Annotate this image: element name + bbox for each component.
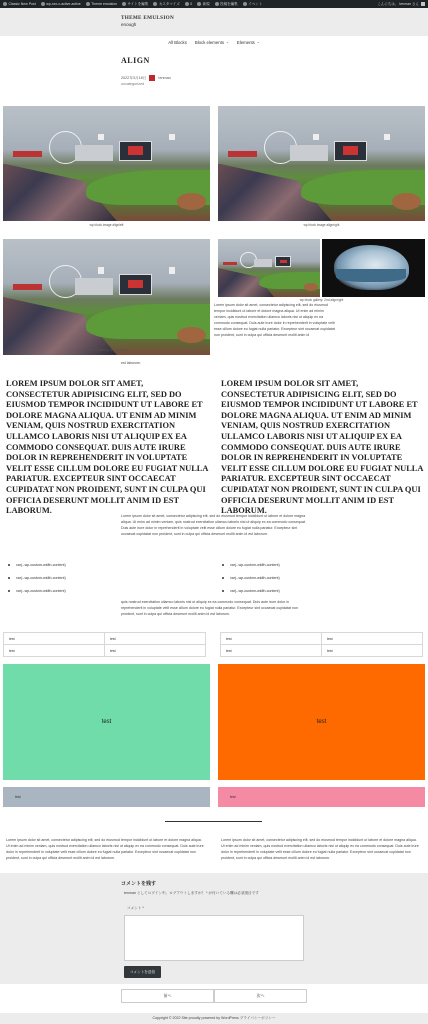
comment-title: コメントを残す <box>121 881 157 887</box>
admin-bar <box>0 0 428 8</box>
paragraph: Lorem ipsum dolor sit amet, consectetur adipiscing elit, sed do eiusmod tempor incididunt ut labore et dolore magna aliqua. Ut enim ad minim veniam, quis nostrud exercitation ullamco laboris nisi ut aliquip ex ea commodo consequat. Duis aute irure dolor in reprehenderit in voluptate velit esse cillum dolore eu fugiat nulla pariatur. Excepteur sint occaecat cupidatat non proident, sunt in culpa qui officia deserunt mollit anim id <box>214 303 335 337</box>
admin-bar-item[interactable] <box>122 2 148 7</box>
next-post-link[interactable]: 次へ <box>214 989 307 1003</box>
image-caption: wp block image alignleft <box>89 223 124 227</box>
paragraph: Lorem ipsum dolor sit amet, consectetur adipiscing elit, sed do eiusmod tempor incididunt ut labore et dolore magna aliqua. Ut enim ad minim veniam, quis nostrud exercitation ullamco laboris nisi ut aliquip ex ea commodo consequat. Duis aute irure dolor in reprehenderit in voluptate velit esse cillum dolore eu fugiat nulla pariatur. Excepteur sint occaecat cupidatat non proident, sunt in culpa qui officia deserunt mollit anim id est laborum. <box>6 838 204 860</box>
chevron-down-icon: ⌄ <box>256 40 260 44</box>
gallery-image-left <box>3 239 210 355</box>
comment-label: コメント * <box>127 906 144 910</box>
paragraph: Lorem ipsum dolor sit amet, consectetur adipiscing elit, sed do eiusmod tempor incididunt ut labore et dolore magna aliqua. Ut enim ad minim veniam, quis nostrud exercitation ullamco laboris nisi ut aliquip ex ea commodo consequat. Duis aute irure dolor in reprehenderit in voluptate velit esse cillum dolore eu fugiat nulla pariatur. Excepteur sint occaecat cupidatat non proident, sunt in culpa qui officia deserunt mollit anim id est laborum. <box>121 514 306 536</box>
comments-icon <box>185 2 189 6</box>
admin-bar-item[interactable] <box>86 2 117 6</box>
table-cell: test <box>322 633 423 645</box>
admin-bar-item[interactable] <box>243 2 263 7</box>
list-left <box>8 558 198 597</box>
table-row <box>221 645 423 657</box>
avatar <box>149 75 155 81</box>
admin-bar-greeting: こんにちは、 tenman さん <box>377 1 419 6</box>
list-item: var(--wp-custom-width-content) <box>222 558 412 571</box>
paragraph: Lorem ipsum dolor sit amet, consectetur adipiscing elit, sed do eiusmod tempor incididunt ut labore et dolore magna aliqua. Ut enim ad minim veniam, quis nostrud exercitation ullamco laboris nisi ut aliquip ex ea commodo consequat. Duis aute irure dolor in reprehenderit in voluptate velit esse cillum dolore eu fugiat nulla pariatur. Excepteur sint occaecat cupidatat non proident, sunt in culpa qui officia deserunt mollit anim id est laborum. <box>221 838 419 860</box>
admin-bar-label: wp-xxx-x-active-active <box>46 2 81 6</box>
bar-label: test <box>230 795 236 799</box>
submit-comment-button[interactable]: コメントを送信 <box>124 966 161 978</box>
plus-icon <box>197 2 201 6</box>
table-cell: test <box>4 633 105 645</box>
list-item: var(--wp-custom-width-content) <box>8 584 198 597</box>
nav-item-elements[interactable] <box>237 40 260 45</box>
group-bar-left <box>3 787 210 807</box>
prev-post-link[interactable]: 前へ <box>121 989 214 1003</box>
logged-in-notice[interactable]: tenman としてログイン中。ログアウトしますか？ * が付いている欄は必須項目です <box>124 891 259 895</box>
customize-icon <box>153 2 157 6</box>
nav-item-label: All Blocks <box>168 39 187 45</box>
post-category[interactable]: uncategorized <box>121 82 145 86</box>
table-row <box>221 633 423 645</box>
theme-icon <box>86 2 90 6</box>
event-icon <box>243 2 247 6</box>
table-cell: test <box>322 645 423 657</box>
gallery-caption: wp block gallery: first alignleft <box>85 348 128 352</box>
admin-bar-label: Classic New Post <box>8 2 36 6</box>
site-header <box>0 8 428 36</box>
comment-textarea[interactable] <box>124 915 304 961</box>
stadium-image-left <box>3 106 210 221</box>
wordpress-icon <box>3 2 7 6</box>
image-caption: wp block image alignright <box>303 223 340 227</box>
footer-text: Copyright © 2022 Site proudly powered by WordPress プライバシーポリシー <box>152 1016 276 1020</box>
admin-bar-item[interactable] <box>153 2 179 7</box>
nav-item-label: Elements <box>236 39 255 45</box>
site-icon <box>41 2 45 6</box>
table-right <box>220 632 423 657</box>
nav-item-label: Block elements <box>194 39 224 45</box>
nav-item-all-blocks[interactable] <box>168 40 187 45</box>
admin-bar-account[interactable] <box>377 2 425 7</box>
bar-label: test <box>15 795 21 799</box>
table-cell: test <box>221 645 322 657</box>
post-meta <box>121 75 171 81</box>
page-title: ALIGN <box>121 56 150 65</box>
cover-block-right <box>218 664 425 780</box>
site-footer <box>0 1013 428 1024</box>
nav-item-block-elements[interactable] <box>195 40 229 45</box>
edit-site-icon <box>122 2 126 6</box>
avatar <box>421 2 425 6</box>
table-row <box>4 633 206 645</box>
paragraph: quis nostrud exercitation ullamco laboris nisi ut aliquip ex ea commodo consequat. Duis aute irure dolor in reprehenderit in voluptate velit esse cillum dolore eu fugiat nulla pariatur. Excepteur sint occaecat cupidatat non proident, sunt in culpa qui officia deserunt mollit anim id est laborum. <box>121 600 298 616</box>
table-row <box>4 645 206 657</box>
table-left <box>3 632 206 657</box>
large-paragraph-right: LOREM IPSUM DOLOR SIT AMET, CONSECTETUR ADIPISICING ELIT, SED DO EIUSMOD TEMPOR INCIDIDUNT UT LABORE ET DOLORE MAGNA ALIQUA. UT ENIM AD MINIM VENIAM, QUIS NOSTRUD EXERCITATION ULLAMCO LABORIS NISI UT ALIQUIP EX EA COMMODO CONSEQUAT. DUIS AUTE IRURE DOLOR IN REPREHENDERIT IN VOLUPTATE VELIT ESSE CILLUM DOLORE EU FUGIAT NULLA PARIATUR. EXCEPTEUR SINT OCCAECAT CUPIDATAT NON PROIDENT, SUNT IN CULPA QUI OFFICIA DESERUNT MOLLIT ANIM ID EST LABORUM. <box>221 379 423 516</box>
large-paragraph-left: LOREM IPSUM DOLOR SIT AMET, CONSECTETUR ADIPISICING ELIT, SED DO EIUSMOD TEMPOR INCIDIDUNT UT LABORE ET DOLORE MAGNA ALIQUA. UT ENIM AD MINIM VENIAM, QUIS NOSTRUD EXERCITATION ULLAMCO LABORIS NISI UT ALIQUIP EX EA COMMODO CONSEQUAT. DUIS AUTE IRURE DOLOR IN REPREHENDERIT IN VOLUPTATE VELIT ESSE CILLUM DOLORE EU FUGIAT NULLA PARIATUR. EXCEPTEUR SINT OCCAECAT CUPIDATAT NON PROIDENT, SUNT IN CULPA QUI OFFICIA DESERUNT MOLLIT ANIM ID EST LABORUM. <box>6 379 208 516</box>
table-cell: test <box>4 645 105 657</box>
gallery-image-cave <box>322 239 425 297</box>
admin-bar-item[interactable] <box>41 2 81 6</box>
admin-bar-label: サイトを編集 <box>127 1 149 6</box>
post-date[interactable]: 2022年3月18日 <box>121 75 147 80</box>
admin-bar-label: 0 <box>190 2 193 6</box>
chevron-down-icon: ⌄ <box>225 40 229 44</box>
table-cell: test <box>105 633 206 645</box>
stadium-image-right <box>218 106 425 221</box>
admin-bar-label: 投稿を編集 <box>220 1 238 6</box>
admin-bar-label: Theme emulsion <box>91 2 118 6</box>
admin-bar-label: 新規 <box>202 1 210 6</box>
list-item: var(--wp-custom-width-content) <box>8 571 198 584</box>
group-bar-right <box>218 787 425 807</box>
admin-bar-item[interactable] <box>185 2 192 6</box>
site-title[interactable]: THEME EMULSION <box>121 15 175 21</box>
admin-bar-label: カスタマイズ <box>158 1 180 6</box>
cover-block-left <box>3 664 210 780</box>
paragraph: est laborum. <box>121 361 141 365</box>
list-item: var(--wp-custom-width-content) <box>8 558 198 571</box>
admin-bar-label: イベント <box>248 1 263 6</box>
site-description: enough <box>121 22 137 27</box>
admin-bar-item[interactable] <box>197 2 210 7</box>
gallery-caption: wp block gallery: 2nd alignright <box>299 298 344 302</box>
cover-label: test <box>101 719 112 725</box>
cover-label: test <box>316 719 327 725</box>
list-right <box>222 558 412 597</box>
separator <box>165 821 262 822</box>
table-cell: test <box>105 645 206 657</box>
gallery-image-small <box>218 239 320 297</box>
admin-bar-item[interactable] <box>215 2 238 7</box>
main-navigation <box>0 36 428 48</box>
list-item: var(--wp-custom-width-content) <box>222 571 412 584</box>
edit-icon <box>215 2 219 6</box>
list-item: var(--wp-custom-width-content) <box>222 584 412 597</box>
table-cell: test <box>221 633 322 645</box>
post-author[interactable]: tenman <box>158 76 171 80</box>
admin-bar-item[interactable] <box>3 2 36 6</box>
